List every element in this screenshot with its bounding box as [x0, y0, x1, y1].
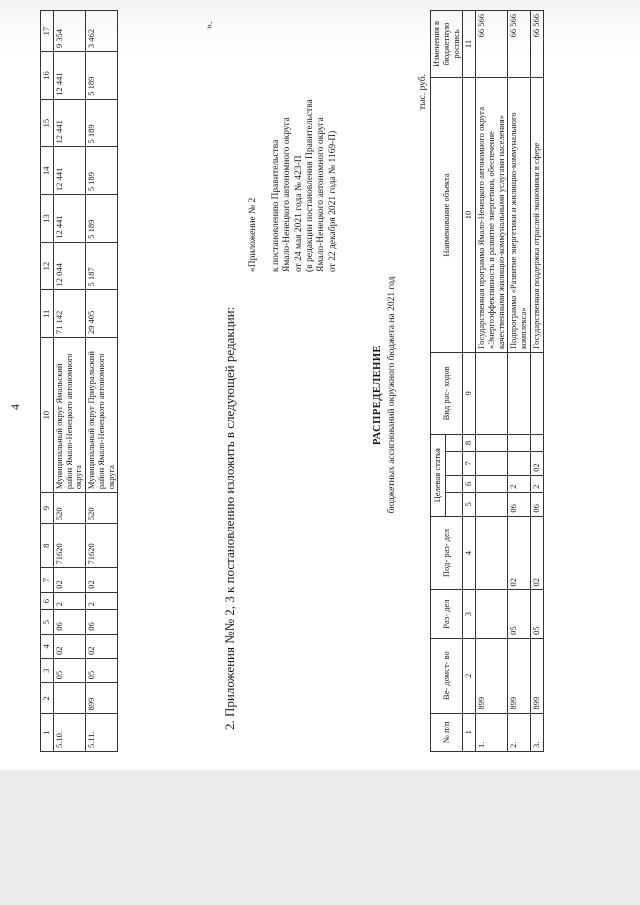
col-header: 10 [41, 338, 54, 493]
table-cell: 2 [86, 592, 118, 610]
table-cell: 9 354 [53, 11, 85, 52]
closing-quote: ». [204, 21, 215, 29]
header-object-name: Наименование объекта [431, 78, 463, 353]
table-cell: 5 189 [86, 147, 118, 195]
table-cell: 71620 [86, 524, 118, 568]
row-object-name: Подпрограмма «Развитие энергетики и жилищно-коммунального комплекса» [508, 78, 531, 353]
row-vedomstvo: 899 [476, 638, 508, 713]
table-cell: Муниципальный округ Приуральский район Ямало-Ненецкого автономного округа [86, 338, 118, 493]
row-vid [476, 353, 508, 435]
document-title: РАСПРЕДЕЛЕНИЕ [372, 344, 383, 446]
col-header: 8 [41, 524, 54, 568]
table-cell: 02 [53, 634, 85, 658]
table-cell: 06 [53, 610, 85, 634]
table-cell: 5.11. [86, 714, 118, 752]
col-header: 9 [41, 493, 54, 524]
col-header: 13 [41, 195, 54, 243]
header-num: № п/п [431, 713, 463, 751]
header-budget-change: Изменения в бюджетную роспись [431, 11, 463, 78]
row-celevaya-1: 06 [508, 492, 531, 516]
col-number: 1 [463, 713, 476, 751]
appendix-line: «Приложение № 2 [248, 197, 258, 272]
col-number: 8 [463, 434, 476, 451]
col-header: 14 [41, 147, 54, 195]
row-vedomstvo: 899 [530, 638, 543, 713]
table-cell [53, 683, 85, 714]
table-cell: 5 189 [86, 99, 118, 147]
column-number-row [463, 11, 476, 752]
appendix-line: от 24 мая 2021 года № 423-П [293, 155, 304, 272]
col-header: 15 [41, 99, 54, 147]
table-cell: 71620 [53, 524, 85, 568]
row-vid [508, 353, 531, 435]
budget-distribution-table [430, 10, 544, 752]
row-celevaya-1 [476, 492, 508, 516]
page-number: 4 [8, 404, 22, 410]
row-celevaya-4 [476, 434, 508, 451]
table-cell: 12 441 [53, 147, 85, 195]
row-budget-change: 66 566 [508, 11, 531, 78]
header-podrazdel: Под- раз- дел [431, 516, 463, 590]
table-cell: 02 [86, 568, 118, 592]
appendix-line [259, 99, 270, 272]
col-header: 11 [41, 290, 54, 338]
row-podrazdel: 02 [508, 516, 531, 590]
col-number: 9 [463, 353, 476, 435]
row-celevaya-1: 06 [530, 492, 543, 516]
table-cell: 520 [86, 493, 118, 524]
col-header: 4 [41, 634, 54, 658]
header-vedomstvo: Ве- домст- во [431, 638, 463, 713]
row-podrazdel [476, 516, 508, 590]
appendix-line: Ямало-Ненецкого автономного округа [282, 117, 293, 272]
row-vid [530, 353, 543, 435]
table-cell: 12 441 [53, 52, 85, 100]
table-cell: 05 [86, 659, 118, 683]
units-label: тыс. руб. [418, 74, 428, 110]
appendix-line: Ямало-Ненецкого автономного округа [316, 117, 327, 272]
table-cell: 02 [53, 568, 85, 592]
table-cell: Муниципальный округ Ямальский район Ямало-Ненецкого автономного округа [53, 338, 85, 493]
header-celevaya-part [446, 492, 463, 516]
row-num: 3. [530, 713, 543, 751]
row-vedomstvo: 899 [508, 638, 531, 713]
col-header: 17 [41, 11, 54, 52]
table-header-row [41, 11, 54, 752]
row-razdel: 05 [530, 590, 543, 638]
row-celevaya-2: 2 [530, 475, 543, 492]
col-header: 12 [41, 242, 54, 290]
table-cell: 71 142 [53, 290, 85, 338]
table-cell: 29 405 [86, 290, 118, 338]
col-number: 10 [463, 78, 476, 353]
col-number: 6 [463, 475, 476, 492]
row-celevaya-2: 2 [508, 475, 531, 492]
col-number: 11 [463, 11, 476, 78]
table-cell: 2 [53, 592, 85, 610]
row-num: 1. [476, 713, 508, 751]
table-cell: 5.10. [53, 714, 85, 752]
table-cell: 12 441 [53, 99, 85, 147]
table-cell: 12 441 [53, 195, 85, 243]
table-row [530, 11, 543, 752]
table-cell: 5 189 [86, 52, 118, 100]
col-number: 5 [463, 492, 476, 516]
table-cell: 5 187 [86, 242, 118, 290]
header-vid-rashodov: Вид рас- ходов [431, 353, 463, 435]
table-row [476, 11, 508, 752]
row-object-name: Государственная программа Ямало-Ненецкого автономного округа «Энергоэффективность и развитие энергетики, обеспечение качественными жилищно-коммунальными услугами населения» [476, 78, 508, 353]
table-cell: 06 [86, 610, 118, 634]
continuation-table [40, 10, 118, 752]
table-cell: 12 044 [53, 242, 85, 290]
col-number: 2 [463, 638, 476, 713]
row-celevaya-3 [508, 451, 531, 475]
row-budget-change: 66 566 [476, 11, 508, 78]
col-header: 5 [41, 610, 54, 634]
col-number: 3 [463, 590, 476, 638]
row-celevaya-2 [476, 475, 508, 492]
table-header-row [431, 11, 446, 752]
table-row [53, 11, 85, 752]
col-number: 4 [463, 516, 476, 590]
appendix-header [248, 99, 339, 272]
header-celevaya-part [446, 475, 463, 492]
row-object-name: Государственная поддержка отраслей экономики в сфере [530, 78, 543, 353]
appendix-line: к постановлению Правительства [270, 139, 281, 272]
col-header: 16 [41, 52, 54, 100]
col-header: 1 [41, 714, 54, 752]
appendix-line: от 22 декабря 2021 года № 1169-П) [327, 130, 338, 272]
col-header: 6 [41, 592, 54, 610]
table-cell: 5 189 [86, 195, 118, 243]
table-row [508, 11, 531, 752]
col-header: 7 [41, 568, 54, 592]
row-celevaya-4 [530, 434, 543, 451]
col-header: 2 [41, 683, 54, 714]
header-razdel: Раз- дел [431, 590, 463, 638]
col-number: 7 [463, 451, 476, 475]
table-cell: 05 [53, 659, 85, 683]
table-cell: 3 462 [86, 11, 118, 52]
row-budget-change: 66 566 [530, 11, 543, 78]
row-celevaya-3 [476, 451, 508, 475]
table-row [86, 11, 118, 752]
header-celevaya-statya: Целевая статья [431, 434, 446, 516]
header-celevaya-part [446, 451, 463, 475]
row-num: 2. [508, 713, 531, 751]
table-cell: 520 [53, 493, 85, 524]
appendix-line: (в редакции постановления Правительства [304, 99, 315, 272]
table-cell: 899 [86, 683, 118, 714]
scan-bottom-margin [0, 770, 640, 905]
row-razdel [476, 590, 508, 638]
row-celevaya-3: 02 [530, 451, 543, 475]
col-header: 3 [41, 659, 54, 683]
header-celevaya-part [446, 434, 463, 451]
document-subtitle: бюджетных ассигнований окружного бюджета на 2021 год [387, 276, 397, 514]
row-celevaya-4 [508, 434, 531, 451]
table-cell: 02 [86, 634, 118, 658]
row-podrazdel: 02 [530, 516, 543, 590]
row-razdel: 05 [508, 590, 531, 638]
section-heading: 2. Приложения №№ 2, 3 к постановлению изложить в следующей редакции: [222, 306, 237, 730]
